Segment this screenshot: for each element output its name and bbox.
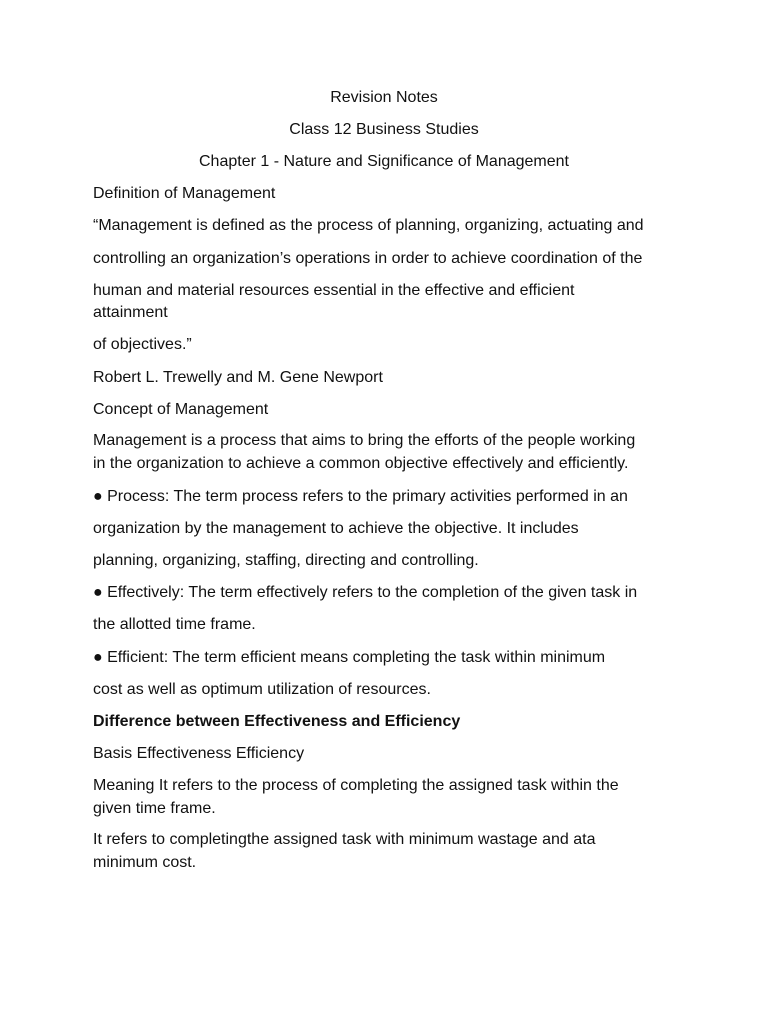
definition-line: controlling an organization’s operations in order to achieve coordination of the <box>93 250 643 267</box>
efficient-bullet: ● Efficient: The term efficient means completing the task within minimum <box>93 649 606 666</box>
definition-line: of objectives.” <box>93 336 192 353</box>
effectively-bullet: ● Effectively: The term effectively refers to the completion of the given task in <box>93 584 638 601</box>
document-subtitle: Class 12 Business Studies <box>289 121 479 138</box>
efficient-line: cost as well as optimum utilization of resources. <box>93 681 431 698</box>
quote-attribution: Robert L. Trewelly and M. Gene Newport <box>93 369 383 386</box>
effectively-line: the allotted time frame. <box>93 616 256 633</box>
efficiency-line: minimum cost. <box>93 854 197 871</box>
difference-heading: Difference between Effectiveness and Efficiency <box>93 713 461 730</box>
meaning-line: given time frame. <box>93 800 216 817</box>
document-title: Revision Notes <box>330 89 438 106</box>
process-line: organization by the management to achieve the objective. It includes <box>93 520 579 537</box>
efficiency-line: It refers to completingthe assigned task with minimum wastage and ata <box>93 831 596 848</box>
process-bullet: ● Process: The term process refers to the primary activities performed in an <box>93 488 628 505</box>
basis-line: Basis Effectiveness Efficiency <box>93 745 305 762</box>
concept-line: Management is a process that aims to bring the efforts of the people working <box>93 432 636 449</box>
meaning-line: Meaning It refers to the process of completing the assigned task within the <box>93 777 619 794</box>
definition-heading: Definition of Management <box>93 185 276 202</box>
concept-heading: Concept of Management <box>93 401 269 418</box>
definition-line: “Management is defined as the process of planning, organizing, actuating and <box>93 217 644 234</box>
definition-line: attainment <box>93 304 168 321</box>
process-line: planning, organizing, staffing, directing and controlling. <box>93 552 479 569</box>
definition-line: human and material resources essential in the effective and efficient <box>93 282 575 299</box>
concept-line: in the organization to achieve a common objective effectively and efficiently. <box>93 455 629 472</box>
chapter-title: Chapter 1 - Nature and Significance of Management <box>199 153 569 170</box>
